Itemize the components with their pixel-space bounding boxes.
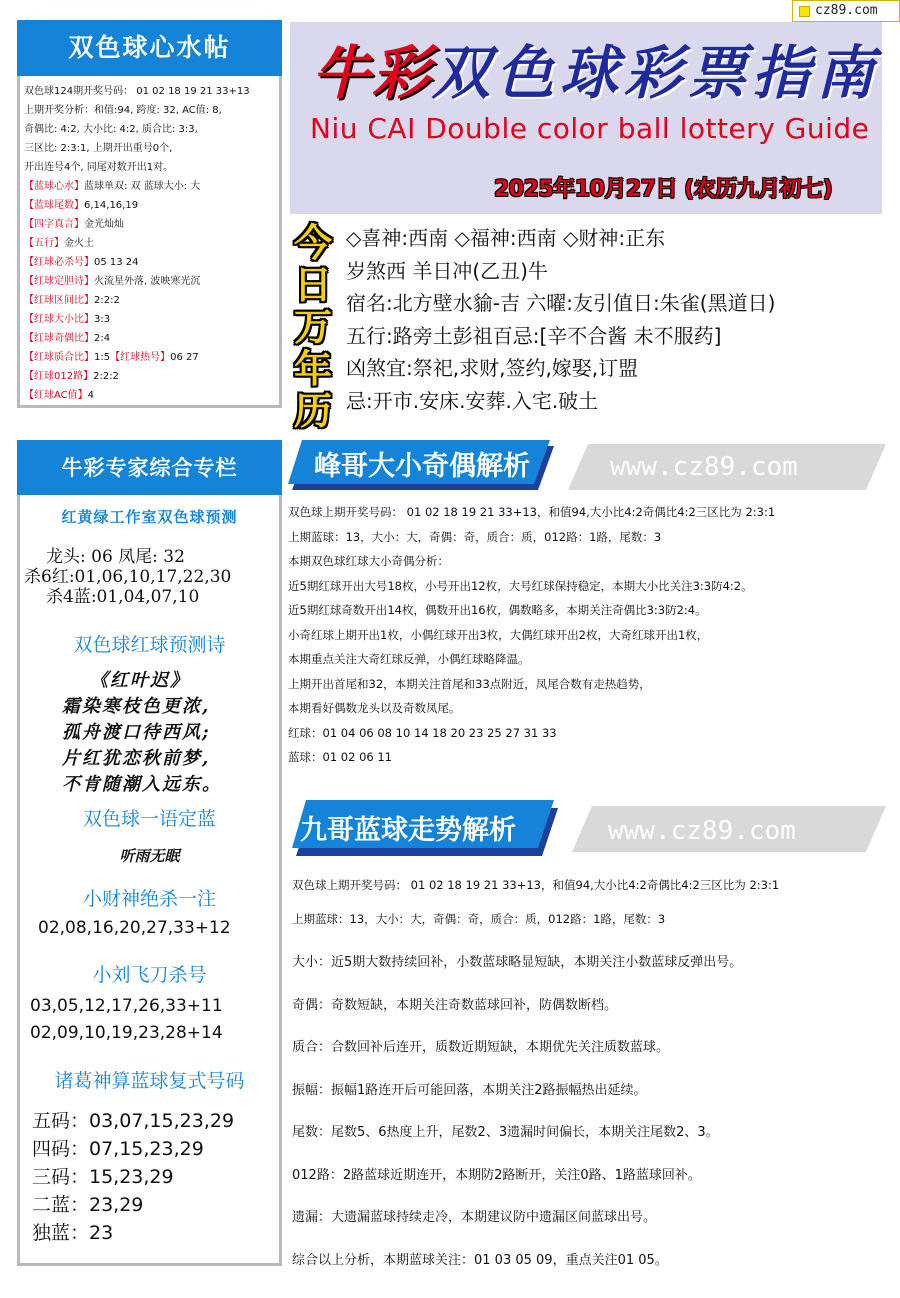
poem-line: 孤舟渡口待西风; bbox=[62, 722, 211, 743]
tips-line: 【红球质合比】1:5【红球热号】06 27 bbox=[24, 352, 199, 363]
section2-intro: 上期蓝球：13，大小：大，奇偶：奇，质合：质，012路：1路，尾数：3 bbox=[292, 912, 666, 926]
almanac-line: ◇喜神:西南 ◇福神:西南 ◇财神:正东 bbox=[346, 226, 666, 250]
section1-banner bbox=[288, 440, 886, 490]
zg-line: 三码：15,23,29 bbox=[32, 1166, 174, 1188]
almanac-char: 年 bbox=[293, 346, 332, 391]
almanac-line: 凶煞宜:祭祀,求财,签约,嫁娶,订盟 bbox=[346, 356, 639, 380]
tips-line: 【蓝球尾数】6,14,16,19 bbox=[24, 200, 139, 211]
section2-banner bbox=[292, 800, 886, 850]
almanac-line: 忌:开市.安床.安葬.入宅.破土 bbox=[346, 388, 599, 413]
zg-line: 独蓝：23 bbox=[32, 1222, 114, 1244]
tips-line: 【五行】金火土 bbox=[24, 238, 94, 249]
section2-intro: 双色球上期开奖号码： 01 02 18 19 21 33+13，和值94,大小比4:2奇偶比4:2三区比为 2:3:1 bbox=[292, 878, 780, 892]
title-date: 2025年10月27日 (农历九月初七) bbox=[494, 177, 833, 202]
tips-line: 【红球必杀号】05 13 24 bbox=[24, 257, 139, 268]
section1-line: 本期双色球红球大小奇偶分析： bbox=[288, 554, 449, 568]
section1-line: 蓝球：01 02 06 11 bbox=[288, 750, 392, 764]
section2-line: 尾数：尾数5、6热度上升，尾数2、3遗漏时间偏长，本期关注尾数2、3。 bbox=[292, 1125, 719, 1140]
studio-line-1: 龙头: 06 凤尾: 32 bbox=[46, 547, 185, 567]
section2-line: 综合以上分析，本期蓝球关注：01 03 05 09，重点关注01 05。 bbox=[292, 1252, 668, 1268]
almanac-char: 日 bbox=[293, 262, 332, 307]
knife-line-1: 03,05,12,17,26,33+11 bbox=[30, 996, 223, 1016]
section1-url[interactable]: www.cz89.com bbox=[610, 452, 798, 482]
almanac-lines bbox=[346, 222, 886, 417]
tips-line: 【蓝球心水】蓝球单双: 双 蓝球大小: 大 bbox=[24, 181, 201, 192]
section2-line: 奇偶：奇数短缺，本期关注奇数蓝球回补，防偶数断档。 bbox=[292, 997, 618, 1013]
section1-line: 上期蓝球：13，大小：大，奇偶：奇，质合：质，012路：1路，尾数：3 bbox=[288, 529, 662, 544]
knife-title: 小刘飞刀杀号 bbox=[92, 964, 207, 986]
tips-line: 上期开奖分析：和值:94, 跨度: 32, AC值: 8, bbox=[24, 105, 222, 116]
poem-line: 片红犹恋秋前梦, bbox=[62, 748, 211, 769]
section1-line: 本期重点关注大奇红球反弹，小偶红球略降温。 bbox=[288, 652, 530, 666]
tips-line: 奇偶比: 4:2, 大小比: 4:2, 质合比: 3:3, bbox=[24, 124, 198, 135]
tips-line: 开出连号4个, 同尾对数开出1对。 bbox=[24, 162, 174, 173]
site-badge-text: cz89.com bbox=[815, 3, 878, 18]
section2-line: 大小：近5期大数持续回补，小数蓝球略显短缺，本期关注小数蓝球反弹出号。 bbox=[292, 955, 743, 970]
section1-line: 近5期红球开出大号18枚，小号开出12枚，大号红球保持稳定，本期大小比关注3:3防4:2。 bbox=[288, 578, 753, 593]
section2-line: 012路：2路蓝球近期连开，本期防2路断开，关注0路、1路蓝球回补。 bbox=[292, 1167, 701, 1183]
poem-name: 《红叶迟》 bbox=[90, 670, 190, 691]
studio-title: 红黄绿工作室双色球预测 bbox=[61, 508, 238, 526]
section2-body bbox=[292, 872, 892, 1282]
section2-url[interactable]: www.cz89.com bbox=[608, 816, 796, 846]
almanac-char: 今 bbox=[293, 220, 332, 265]
almanac-line: 宿名:北方壁水貐-吉 六曜:友引值日:朱雀(黑道日) bbox=[346, 291, 776, 315]
almanac-line: 岁煞西 羊日冲(乙丑)牛 bbox=[346, 258, 548, 283]
section1-line: 上期开出首尾和32，本期关注首尾和33点附近，凤尾合数有走热趋势， bbox=[288, 676, 651, 691]
section1-body bbox=[288, 500, 888, 770]
section2-line: 质合：合数回补后连开，质数近期短缺，本期优先关注质数蓝球。 bbox=[292, 1040, 670, 1055]
almanac-vertical-title bbox=[288, 222, 338, 432]
poem-line: 不肯随潮入远东。 bbox=[62, 774, 222, 795]
section2-line: 遗漏：大遗漏蓝球持续走冷，本期建议防中遗漏区间蓝球出号。 bbox=[292, 1210, 657, 1225]
tips-line: 【红球大小比】3:3 bbox=[24, 314, 111, 325]
blue-pick-title: 双色球一语定蓝 bbox=[82, 808, 216, 830]
section1-line: 红球：01 04 06 08 10 14 18 20 23 25 27 31 33 bbox=[288, 725, 557, 740]
tips-panel-body bbox=[24, 82, 278, 405]
section2-line: 振幅：振幅1路连开后可能回落，本期关注2路振幅热出延续。 bbox=[292, 1082, 647, 1098]
site-badge[interactable] bbox=[792, 0, 900, 22]
poem-title: 双色球红球预测诗 bbox=[73, 634, 226, 656]
zg-line: 五码：03,07,15,23,29 bbox=[32, 1110, 235, 1132]
section1-line: 本期看好偶数龙头以及奇数凤尾。 bbox=[288, 701, 461, 715]
section1-title: 峰哥大小奇偶解析 bbox=[314, 451, 530, 482]
almanac-char: 万 bbox=[293, 304, 332, 349]
badge-square-icon bbox=[799, 6, 810, 17]
zg-line: 二蓝：23,29 bbox=[32, 1194, 144, 1216]
tips-line: 【红球定胆诗】火流星外落, 波映寒光沉 bbox=[24, 276, 201, 287]
almanac-char: 历 bbox=[293, 388, 332, 433]
tips-line: 【四字真言】金光灿灿 bbox=[24, 219, 124, 230]
expert-panel-title: 牛彩专家综合专栏 bbox=[17, 440, 282, 495]
studio-line-3: 杀4蓝:01,04,07,10 bbox=[46, 587, 200, 607]
section2-title: 九哥蓝球走势解析 bbox=[300, 815, 516, 846]
tips-line: 【红球012路】2:2:2 bbox=[24, 371, 119, 382]
tips-line: 【红球奇偶比】2:4 bbox=[24, 333, 111, 344]
section1-line: 双色球上期开奖号码： 01 02 18 19 21 33+13，和值94,大小比4:2奇偶比4:2三区比为 2:3:1 bbox=[288, 505, 776, 519]
tips-line: 双色球124期开奖号码： 01 02 18 19 21 33+13 bbox=[24, 86, 250, 97]
almanac-line: 五行:路旁土彭祖百忌:[辛不合酱 未不服药] bbox=[346, 323, 722, 348]
tips-line: 【红球AC值】4 bbox=[24, 390, 95, 401]
title-main: 双色球彩票指南 bbox=[432, 39, 881, 107]
tips-panel-title: 双色球心水帖 bbox=[17, 20, 282, 76]
tips-line: 【红球区间比】2:2:2 bbox=[24, 295, 120, 306]
title-english: Niu CAI Double color ball lottery Guide bbox=[310, 112, 870, 145]
zg-title: 诸葛神算蓝球复式号码 bbox=[54, 1070, 245, 1092]
kill-title: 小财神绝杀一注 bbox=[82, 888, 216, 910]
studio-line-2: 杀6红:01,06,10,17,22,30 bbox=[24, 567, 232, 587]
zg-line: 四码：07,15,23,29 bbox=[32, 1138, 204, 1160]
poem-line: 霜染寒枝色更浓, bbox=[62, 696, 211, 717]
title-brand: 牛彩 bbox=[312, 39, 433, 107]
blue-pick-text: 听雨无眠 bbox=[119, 847, 180, 865]
kill-text: 02,08,16,20,27,33+12 bbox=[38, 918, 231, 938]
knife-line-2: 02,09,10,19,23,28+14 bbox=[30, 1023, 223, 1043]
section1-line: 小奇红球上期开出1枚，小偶红球开出3枚，大偶红球开出2枚，大奇红球开出1枚， bbox=[288, 627, 709, 642]
tips-line: 三区比: 2:3:1, 上期开出重号0个, bbox=[24, 143, 173, 154]
section1-line: 近5期红球奇数开出14枚，偶数开出16枚，偶数略多，本期关注奇偶比3:3防2:4。 bbox=[288, 603, 707, 617]
